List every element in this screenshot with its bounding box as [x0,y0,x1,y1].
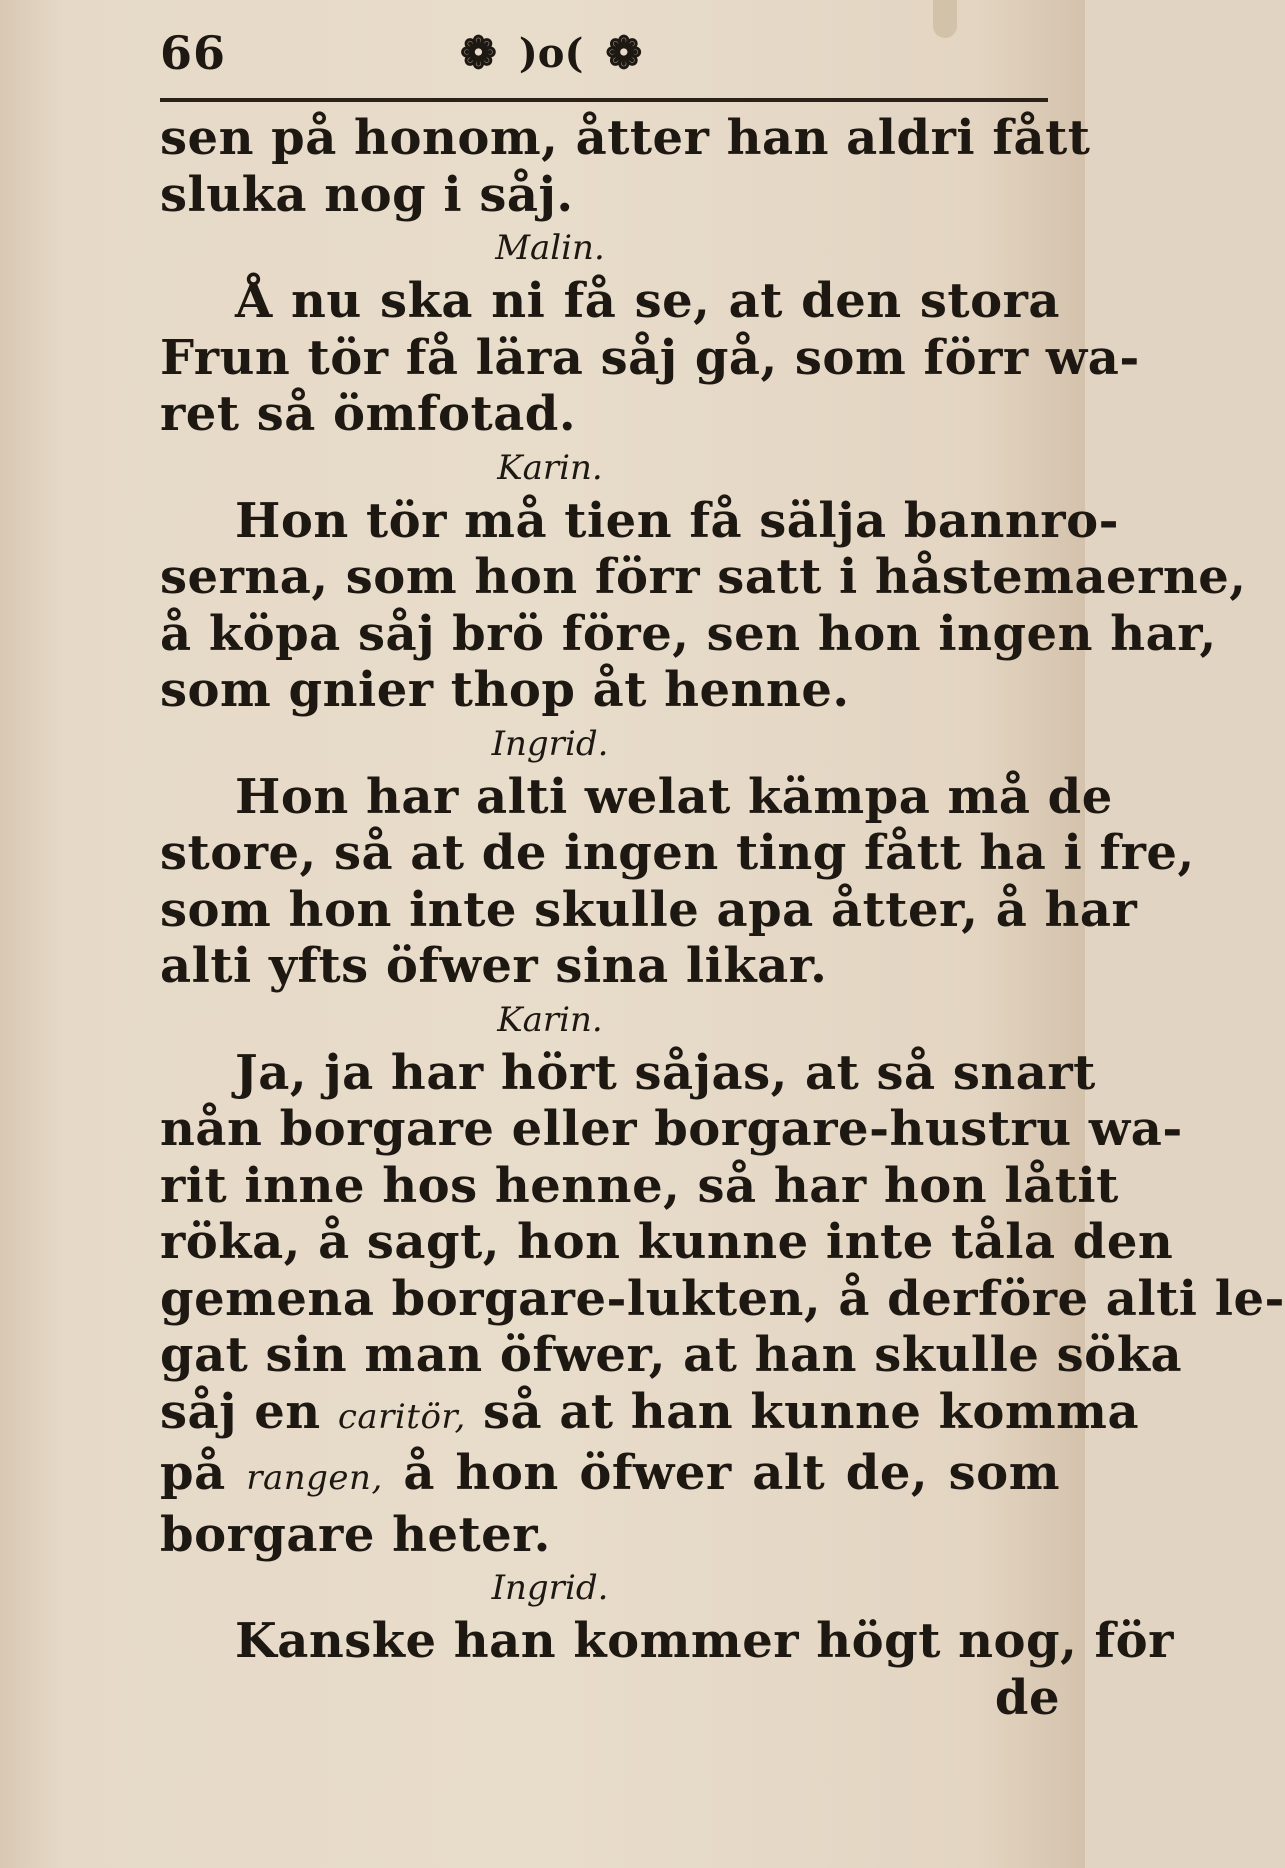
text-line: Å nu ska ni få se, at den stora [235,273,1060,329]
text-line: borgare heter. [160,1506,551,1563]
text-segment: på [160,1445,226,1501]
speaker-name: Karin. [497,447,603,488]
italic-word: rangen, [246,1458,383,1498]
catchword: de [994,1669,1060,1726]
page-number: 66 [160,26,227,80]
speaker-name: Malin. [495,228,605,268]
header-ornament [460,28,642,79]
text-line: gemena borgare-lukten, å derföre alti le- [160,1270,1285,1327]
text-segment: såj en [160,1383,321,1440]
text-line: serna, som hon förr satt i håstemaerne, [160,549,1247,605]
speaker-name: Karin. [497,999,603,1040]
text-line: Hon tör må tien få sälja bannro- [235,492,1120,549]
page-header [160,20,1050,100]
text-line: som hon inte skulle apa åtter, å har [160,881,1138,938]
italic-word: caritör, [337,1396,466,1437]
text-line [160,1383,1140,1446]
text-line [160,1445,1060,1507]
text-line: å köpa såj brö före, sen hon ingen har, [160,605,1217,662]
speaker-name: Ingrid. [491,1568,609,1608]
flower-ornament-icon: ❁ [460,28,497,79]
text-line: sluka nog i såj. [160,166,574,223]
flower-ornament-icon: ❁ [605,28,643,79]
page-body [160,110,1285,1726]
text-line: sen på honom, åtter han aldri fått [160,110,1091,166]
text-line: alti yfts öfwer sina likar. [160,938,828,994]
text-line: gat sin man öfwer, at han skulle söka [160,1327,1183,1383]
text-line: som gnier thop åt henne. [160,662,850,718]
text-line: ret så ömfotad. [160,386,577,442]
speaker-name: Ingrid. [491,723,609,764]
text-line: Kanske han kommer högt nog, för [235,1613,1174,1669]
text-segment: å hon öfwer alt de, som [403,1445,1060,1501]
text-line: Hon har alti welat kämpa må de [235,768,1113,825]
text-line: nån borgare eller borgare-hustru wa- [160,1101,1183,1157]
text-line: röka, å sagt, hon kunne inte tåla den [160,1214,1174,1270]
text-line: store, så at de ingen ting fått ha i fre, [160,825,1195,881]
text-line: Frun tör få lära såj gå, som förr wa- [160,329,1140,386]
header-rule [160,98,1048,102]
center-ornament: )o( [518,30,584,77]
text-line: rit inne hos henne, så har hon låtit [160,1157,1119,1214]
text-line: Ja, ja har hört såjas, at så snart [235,1044,1096,1101]
text-segment: så at han kunne komma [482,1383,1140,1440]
